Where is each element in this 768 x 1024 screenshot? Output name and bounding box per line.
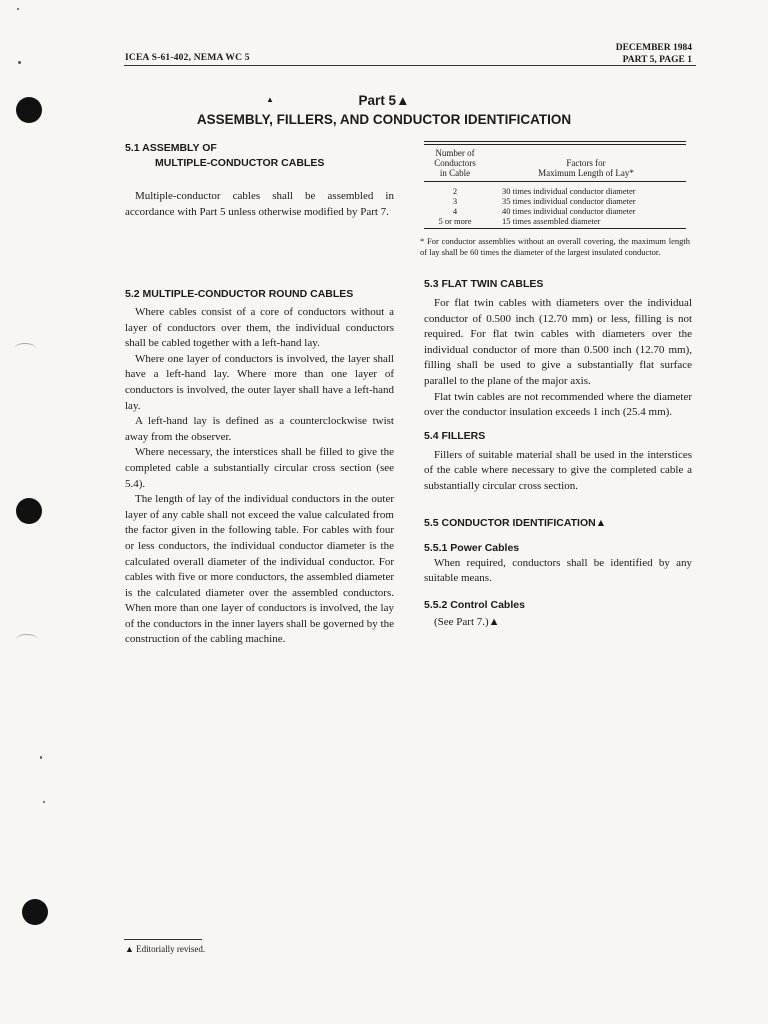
part-heading: ASSEMBLY, FILLERS, AND CONDUCTOR IDENTIFICATION — [196, 112, 572, 127]
paragraph: A left-hand lay is defined as a counterclockwise twist away from the observer. — [125, 415, 394, 443]
table-row — [424, 206, 686, 216]
footnote: ▲ Editorially revised. — [125, 944, 206, 954]
speck — [43, 801, 45, 803]
scan-smudge — [14, 343, 36, 354]
scan-smudge — [16, 634, 38, 645]
table-cell: 15 times assembled diameter — [502, 216, 601, 226]
paragraph: Multiple-conductor cables shall be assembled in accordance with Part 5 unless otherwise modified by Part 7. — [125, 190, 394, 218]
paragraph: Fillers of suitable material shall be used in the interstices of the cable where necessary to give the completed cable a substantially circular cross section. — [424, 448, 692, 492]
header-line: Maximum Length of Lay* — [538, 168, 634, 178]
speck — [17, 8, 19, 10]
lay-factor-table — [424, 141, 686, 229]
section-heading: 5.4 FILLERS — [424, 429, 486, 442]
table-footnote: * For conductor assemblies without an overall covering, the maximum length of lay shall be 60 times the diameter of the largest insulated conductor. — [420, 236, 690, 257]
paragraph: The length of lay of the individual conductors in the outer layer of any cable shall not exceed the value calculated from the factor given in the following table. For cables with four or less conductors, the individual conductor diameter is the calculated overall diameter of the individual conductor. For cables with five or more conductors, the assembled diameter is the calculated diameter over the assembled conductors. When more than one layer of conductors is involved, the lay of the conductors in the inner layers shall be governed by the construction of the cabling machine. — [125, 493, 394, 646]
table-cell: 5 or more — [438, 216, 472, 226]
section-5-2 — [125, 287, 394, 648]
table-cell: 2 — [452, 186, 458, 196]
header-date: DECEMBER 1984 — [615, 43, 692, 53]
section-heading: 5.5 CONDUCTOR IDENTIFICATION▲ — [424, 516, 607, 529]
table-header — [424, 145, 686, 182]
section-5-1 — [125, 141, 394, 171]
footnote-rule — [124, 939, 202, 940]
paragraph: When required, conductors shall be identified by any suitable means. — [424, 556, 692, 585]
table-cell: 35 times individual conductor diameter — [502, 196, 636, 206]
paragraph: Where cables consist of a core of conductors without a layer of conductors over them, the individual conductors shall be cabled together with a left-hand lay. — [125, 306, 394, 350]
punch-hole-middle — [16, 498, 42, 524]
table-cell: 3 — [452, 196, 458, 206]
section-heading: 5.1 ASSEMBLY OF — [125, 142, 217, 154]
right-column — [424, 277, 692, 630]
paragraph: Flat twin cables are not recommended where the diameter over the conductor insulation exceeds 1 inch (25.4 mm). — [424, 390, 692, 419]
header-right — [616, 42, 692, 66]
table-cell: 40 times individual conductor diameter — [502, 206, 636, 216]
section-heading: MULTIPLE-CONDUCTOR CABLES — [155, 157, 325, 169]
header-page: PART 5, PAGE 1 — [622, 55, 692, 65]
paragraph: For flat twin cables with diameters over the individual conductor of 0.500 inch (12.70 mm) or less, filling is not required. For flat twin cables with diameters over the individual conductor of more than 0.500 inch (12.70 mm), filling shall be used to give a substantially flat surface parallel to the plane of the major axis. — [424, 297, 692, 387]
paragraph: Where one layer of conductors is involved, the layer shall have a left-hand lay. Where more than one layer of conductors is involved, the outer layer shall have a left-hand lay. — [125, 352, 394, 412]
subsection-heading: 5.5.2 Control Cables — [424, 598, 525, 611]
section-heading: 5.3 FLAT TWIN CABLES — [424, 278, 544, 290]
header-line: Number of — [435, 148, 475, 158]
header-line: in Cable — [439, 168, 471, 178]
document-id: ICEA S-61-402, NEMA WC 5 — [125, 53, 250, 63]
paragraph: Where necessary, the interstices shall be filled to give the completed cable a substantially circular cross section (see 5.4). — [125, 446, 394, 490]
subsection-heading: 5.5.1 Power Cables — [424, 541, 520, 554]
column-header-conductors — [424, 148, 486, 178]
table-cell: 4 — [452, 206, 458, 216]
header-line: Conductors — [434, 158, 476, 168]
header-rule — [124, 65, 696, 66]
table-row — [424, 186, 686, 196]
paragraph: (See Part 7.)▲ — [434, 615, 500, 628]
revision-mark: ▲ — [266, 95, 274, 104]
punch-hole-bottom — [22, 899, 48, 925]
table-row — [424, 196, 686, 206]
table-body — [424, 182, 686, 228]
column-header-factors — [486, 148, 686, 178]
table-row — [424, 216, 686, 226]
section-heading: 5.2 MULTIPLE-CONDUCTOR ROUND CABLES — [125, 288, 354, 300]
page-title — [0, 91, 768, 129]
speck — [40, 756, 42, 759]
part-number: Part 5▲ — [358, 93, 410, 108]
table-cell: 30 times individual conductor diameter — [502, 186, 636, 196]
speck — [18, 61, 21, 64]
section-5-1-body — [125, 189, 394, 220]
header-line: Factors for — [566, 158, 606, 168]
